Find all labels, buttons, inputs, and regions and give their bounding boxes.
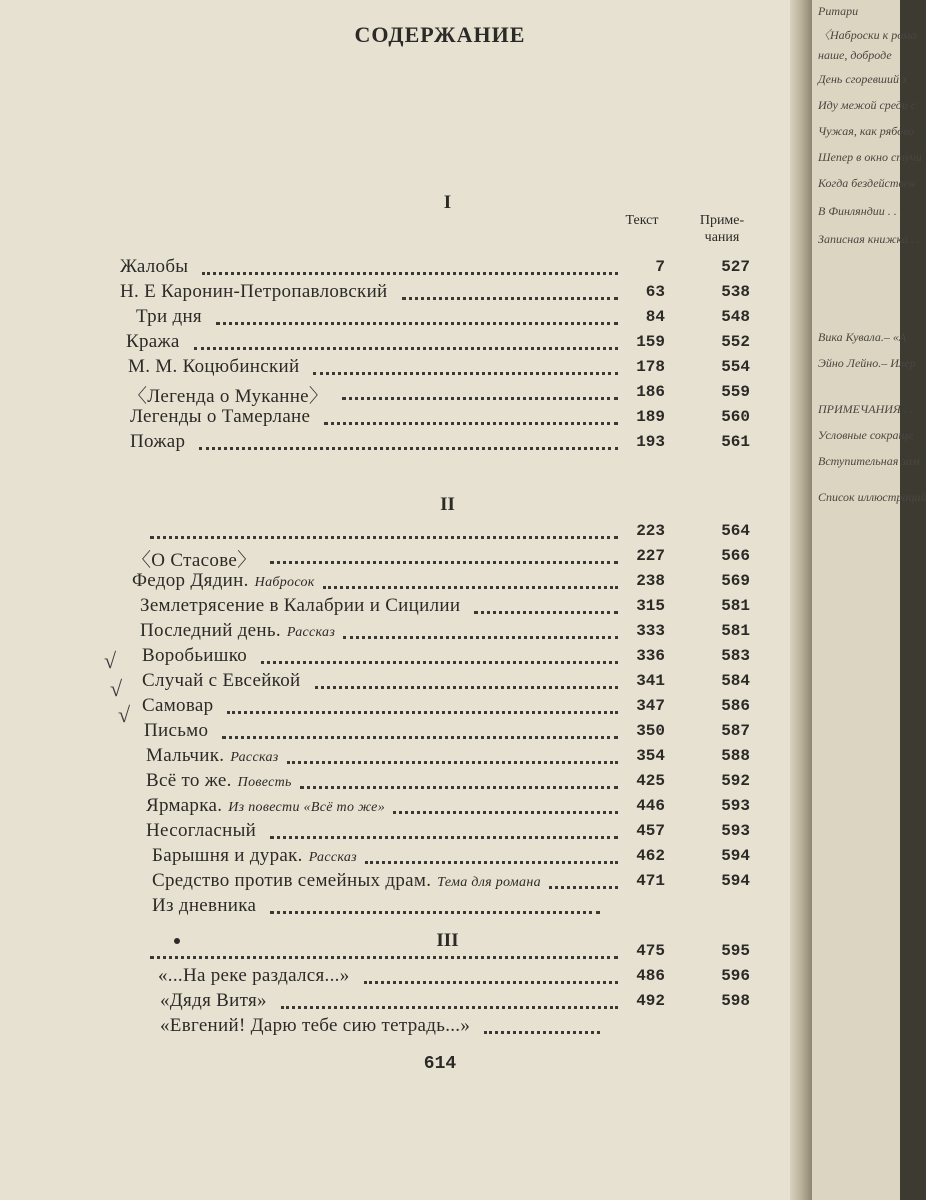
toc-entry-title — [152, 845, 357, 867]
toc-entry-title — [128, 381, 334, 408]
toc-entry — [0, 845, 780, 871]
toc-entry-title-text: Три дня — [136, 306, 202, 327]
toc-entry-title — [144, 720, 214, 742]
text-page-number: 193 — [636, 433, 665, 451]
notes-page-number: 581 — [721, 597, 750, 615]
notes-page-number: 598 — [721, 992, 750, 1010]
text-page-number: 227 — [636, 547, 665, 565]
toc-entry — [0, 990, 780, 1016]
toc-entry-subtitle: Рассказ — [308, 850, 357, 865]
text-page-number: 223 — [636, 522, 665, 540]
notes-page-number: 538 — [721, 283, 750, 301]
dot-leader — [323, 576, 618, 589]
dot-leader — [202, 262, 618, 275]
toc-entry — [0, 356, 780, 382]
toc-entry-title — [126, 331, 186, 353]
text-page-number: 333 — [636, 622, 665, 640]
text-page-number: 446 — [636, 797, 665, 815]
toc-entry-subtitle: Рассказ — [230, 750, 279, 765]
dot-leader — [393, 801, 618, 814]
toc-entry-title — [146, 745, 279, 767]
toc-entry — [0, 256, 780, 282]
adjacent-page-line: Шепер в окно стучи — [818, 150, 922, 164]
toc-entry-title — [132, 570, 315, 592]
adjacent-page-line: Записная книжка . . — [818, 232, 920, 246]
dot-leader — [315, 676, 618, 689]
toc-entry-title — [128, 356, 305, 378]
toc-entry-title — [146, 820, 262, 842]
adjacent-page-line: День сгоревший х — [818, 72, 908, 86]
toc-entry-title-text: Средство против семейных драм. — [152, 870, 432, 891]
toc-entry-title — [146, 770, 292, 792]
notes-page-number: 596 — [721, 967, 750, 985]
toc-entry-title — [160, 1015, 476, 1037]
toc-entry-title-text: Ярмарка. — [146, 795, 223, 816]
text-page-number: 341 — [636, 672, 665, 690]
notes-page-number: 566 — [721, 547, 750, 565]
adjacent-page-line: Ритари — [818, 4, 859, 18]
section-heading-2: II — [440, 494, 455, 515]
toc-entry-subtitle: Рассказ — [286, 625, 336, 640]
adjacent-page-line: Вступительная зам — [818, 454, 920, 468]
toc-entry — [0, 381, 780, 407]
toc-entry — [0, 520, 780, 546]
text-page-number: 336 — [636, 647, 665, 665]
text-page-number: 457 — [636, 822, 665, 840]
notes-page-number: 588 — [721, 747, 750, 765]
toc-entry — [0, 965, 780, 991]
notes-page-number: 595 — [721, 942, 750, 960]
toc-entry — [0, 870, 780, 896]
toc-entry-title — [130, 406, 316, 428]
notes-page-number: 594 — [721, 847, 750, 865]
toc-entry-title — [142, 695, 219, 717]
dot-leader — [324, 412, 618, 425]
toc-entry-title-text: Самовар — [142, 695, 214, 716]
text-page-number: 350 — [636, 722, 665, 740]
section-heading-3: III — [436, 930, 459, 951]
notes-page-number: 552 — [721, 333, 750, 351]
toc-entry-title-text: «Евгений! Дарю тебе сию тетрадь...» — [160, 1015, 471, 1036]
toc-entry — [0, 545, 780, 571]
toc-entry-title — [120, 281, 394, 303]
notes-page-number: 554 — [721, 358, 750, 376]
notes-page-number: 586 — [721, 697, 750, 715]
toc-entry-title-text: Барышня и дурак. — [152, 845, 303, 866]
text-page-number: 7 — [655, 258, 665, 276]
toc-entry — [0, 720, 780, 746]
toc-entry-subtitle: Повесть — [237, 775, 292, 790]
dot-leader — [227, 701, 618, 714]
toc-entry-title — [130, 520, 136, 542]
toc-entry-title — [132, 545, 262, 572]
toc-entry-title-text: М. М. Коцюбинский — [128, 356, 300, 377]
toc-entry-title-text: Всё то же. — [146, 770, 232, 791]
text-page-number: 186 — [636, 383, 665, 401]
dot-leader — [343, 626, 618, 639]
dot-leader — [270, 551, 618, 564]
column-header-notes — [686, 212, 758, 246]
toc-entry-title-text: «...На реке раздался...» — [158, 965, 350, 986]
adjacent-page-line: Вика Кувала.– «А — [818, 330, 907, 344]
toc-entry — [0, 895, 780, 921]
adjacent-page-line: В Финляндии . . . — [818, 204, 903, 218]
toc-entry-title — [136, 306, 208, 328]
dot-leader — [150, 526, 618, 539]
handwritten-checkmark: √ — [110, 676, 123, 701]
toc-entry-title-text: Федор Дядин. — [132, 570, 249, 591]
dot-leader — [199, 437, 618, 450]
dot-leader — [474, 601, 618, 614]
adjacent-page-line: Иду межой среди с — [818, 98, 917, 112]
toc-entry-title — [120, 256, 194, 278]
dot-leader — [300, 776, 618, 789]
notes-page-number: 593 — [721, 822, 750, 840]
dot-leader — [342, 387, 618, 400]
section-heading-1: I — [443, 192, 452, 213]
toc-entry — [0, 820, 780, 846]
notes-page-number: 548 — [721, 308, 750, 326]
adjacent-page — [812, 0, 926, 1200]
handwritten-checkmark: √ — [104, 648, 117, 673]
toc-entry-title-text: Легенды о Тамерлане — [130, 406, 311, 427]
toc-entry — [0, 570, 780, 596]
dot-leader — [402, 287, 618, 300]
text-page-number: 63 — [645, 283, 665, 301]
text-page-number: 189 — [636, 408, 665, 426]
page-title: СОДЕРЖАНИЕ — [354, 22, 526, 47]
text-page-number: 315 — [636, 597, 665, 615]
toc-entry-title — [152, 895, 262, 917]
toc-entry-title-text: Кража — [126, 331, 180, 352]
toc-entry-title-text: Землетрясение в Калабрии и Сицилии — [140, 595, 461, 616]
toc-entry — [0, 281, 780, 307]
column-header-text: Текст — [625, 213, 659, 228]
adjacent-page-line: Эйно Лейно.– Илер — [818, 356, 916, 370]
text-page-number: 84 — [645, 308, 665, 326]
toc-entry-title — [140, 620, 335, 642]
notes-page-number: 593 — [721, 797, 750, 815]
text-page-number: 486 — [636, 967, 665, 985]
toc-entry — [0, 431, 780, 457]
notes-page-number: 583 — [721, 647, 750, 665]
toc-entry-title — [142, 645, 253, 667]
toc-entry — [0, 1015, 780, 1041]
notes-page-number: 560 — [721, 408, 750, 426]
text-page-number: 425 — [636, 772, 665, 790]
toc-entry — [0, 620, 780, 646]
text-page-number: 354 — [636, 747, 665, 765]
toc-entry-title-text: Н. Е Каронин-Петропавловский — [120, 281, 388, 302]
toc-entry — [0, 331, 780, 357]
notes-page-number: 564 — [721, 522, 750, 540]
adjacent-page-line: Список иллюстраций — [818, 490, 926, 504]
toc-entry-subtitle: Из повести «Всё то же» — [228, 800, 385, 815]
toc-entry — [0, 406, 780, 432]
toc-entry-subtitle: Набросок — [254, 575, 315, 590]
notes-page-number: 587 — [721, 722, 750, 740]
dot-leader — [287, 751, 618, 764]
adjacent-page-line: Чужая, как рябово — [818, 124, 915, 138]
adjacent-page-line: Условные сокраще — [818, 428, 914, 442]
toc-entry — [0, 795, 780, 821]
toc-entry-title-text: 〈О Стасове〉 — [132, 550, 257, 571]
toc-entry-title — [142, 670, 307, 692]
adjacent-page-line: Когда бездействен — [818, 176, 916, 190]
book-gutter — [790, 0, 812, 1200]
text-page-number: 471 — [636, 872, 665, 890]
dot-leader — [222, 726, 618, 739]
dot-leader — [365, 851, 618, 864]
notes-page-number: 592 — [721, 772, 750, 790]
notes-page-number: 569 — [721, 572, 750, 590]
notes-page-number: 559 — [721, 383, 750, 401]
text-page-number: 475 — [636, 942, 665, 960]
notes-page-number: 584 — [721, 672, 750, 690]
dot-leader — [150, 946, 618, 959]
column-header-notes-line2: чания — [704, 230, 740, 245]
adjacent-page-line: наше, доброде — [818, 48, 892, 62]
toc-entry-title-text: Жалобы — [120, 256, 189, 277]
dot-leader — [281, 996, 618, 1009]
dot-leader — [484, 1021, 600, 1034]
toc-entry — [0, 306, 780, 332]
toc-entry — [0, 940, 780, 966]
dot-leader — [313, 362, 618, 375]
toc-entry — [0, 645, 780, 671]
dot-leader — [270, 901, 600, 914]
toc-entry-title — [158, 965, 356, 987]
notes-page-number: 561 — [721, 433, 750, 451]
toc-entry-title-text: 〈Легенда о Муканне〉 — [128, 386, 329, 407]
toc-entry-title-text: Несогласный — [146, 820, 257, 841]
toc-entry-title — [160, 990, 273, 1012]
toc-entry-title — [146, 795, 385, 817]
toc-entry-title-text: Воробьишко — [142, 645, 248, 666]
toc-entry-title-text: Случай с Евсейкой — [142, 670, 301, 691]
dot-leader — [261, 651, 618, 664]
toc-entry-title-text: Из дневника — [152, 895, 257, 916]
dot-leader — [194, 337, 618, 350]
toc-entry-title-text: Пожар — [130, 431, 186, 452]
column-header-notes-line1: Приме- — [699, 213, 745, 228]
text-page-number: 492 — [636, 992, 665, 1010]
page-number: 614 — [423, 1054, 457, 1074]
text-page-number: 159 — [636, 333, 665, 351]
toc-entry-title-text: Мальчик. — [146, 745, 225, 766]
dot-leader — [270, 826, 618, 839]
toc-entry — [0, 745, 780, 771]
toc-entry-title — [152, 870, 541, 892]
dot-leader — [364, 971, 618, 984]
adjacent-page-line: 〈Наброски к рома — [818, 28, 917, 42]
adjacent-page-line: ПРИМЕЧАНИЯ . . — [818, 402, 913, 416]
toc-entry-title-text: «Дядя Витя» — [160, 990, 267, 1011]
toc-entry-title-text: Последний день. — [140, 620, 281, 641]
toc-entry-title-text: Письмо — [144, 720, 209, 741]
toc-entry — [0, 595, 780, 621]
toc-entry-title — [140, 595, 466, 617]
toc-entry — [0, 770, 780, 796]
handwritten-checkmark: √ — [118, 702, 131, 727]
notes-page-number: 527 — [721, 258, 750, 276]
notes-page-number: 594 — [721, 872, 750, 890]
text-page-number: 347 — [636, 697, 665, 715]
text-page-number: 238 — [636, 572, 665, 590]
notes-page-number: 581 — [721, 622, 750, 640]
dot-leader — [216, 312, 618, 325]
toc-entry-subtitle: Тема для романа — [437, 875, 541, 890]
toc-entry-title — [130, 431, 191, 453]
text-page-number: 462 — [636, 847, 665, 865]
text-page-number: 178 — [636, 358, 665, 376]
